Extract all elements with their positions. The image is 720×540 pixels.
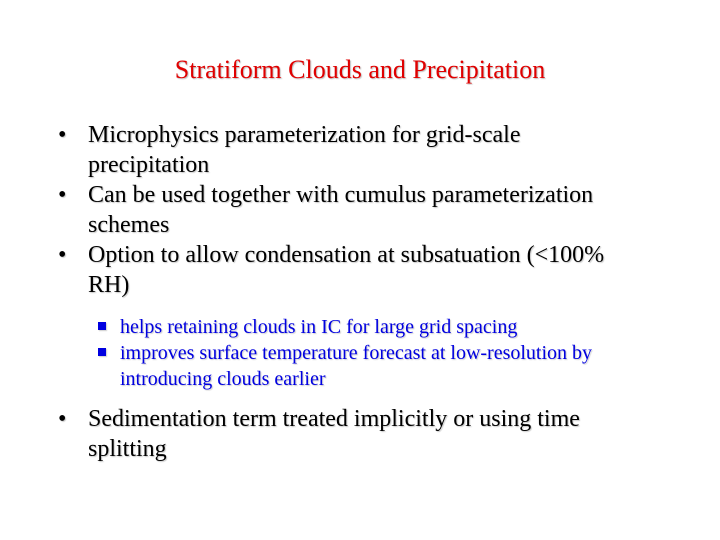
bullet-glyph: • [58,406,67,432]
sub-bullet-item [0,314,660,340]
bullet-text: Option to allow condensation at subsatuation (<100% RH) [88,242,605,298]
bullet-item [0,180,628,240]
bullet-item [0,120,628,180]
bullet-text: Microphysics parameterization for grid-scale precipitation [88,122,521,178]
sub-bullet-text: improves surface temperature forecast at low-resolution by introducing clouds earlier [120,342,593,390]
square-bullet-icon [98,348,106,356]
square-bullet-icon [98,322,106,330]
bullet-text: Can be used together with cumulus parameterization schemes [88,182,594,238]
sub-bullet-item [0,340,660,392]
bullet-item [0,404,628,464]
bullet-list [0,120,720,464]
bullet-text: Sedimentation term treated implicitly or using time splitting [88,406,580,462]
sub-bullet-list [88,314,628,392]
bullet-item [0,240,628,392]
sub-bullet-text: helps retaining clouds in IC for large grid spacing [120,316,518,338]
slide-title: Stratiform Clouds and Precipitation [174,55,546,84]
bullet-glyph: • [58,182,67,208]
bullet-glyph: • [58,122,67,148]
bullet-glyph: • [58,242,67,268]
